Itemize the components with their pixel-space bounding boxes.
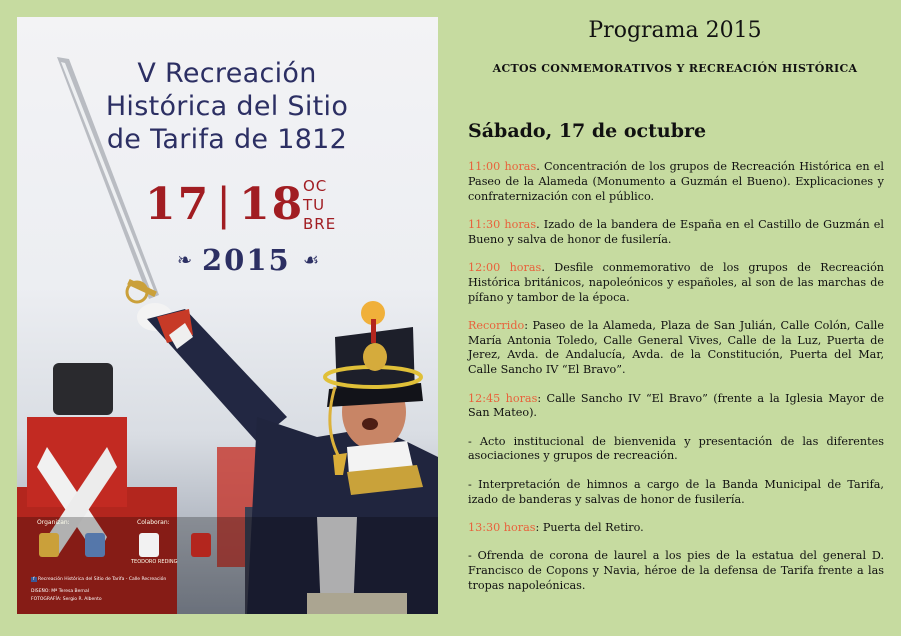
poster-year: 2015 [202,243,291,277]
poster-month [303,177,353,234]
ayuntamiento-logo [85,533,105,557]
poster-title [37,57,417,156]
entry-text: - Ofrenda de corona de laurel a los pies de la estatua del general D. Francisco de Copons y Navia, héroe de la defensa de Tarifa frente a las tropas napoleónicas. [468,549,884,592]
program-entry [468,435,884,465]
program-entry [468,160,884,204]
entry-text: . Concentración de los grupos de Recreación Histórica en el Paseo de la Alameda (Monumento a Guzmán el Bueno). Explicaciones y confraternización con el público. [468,160,884,203]
program-subtitle: ACTOS CONMEMORATIVOS Y RECREACIÓN HISTÓRICA [492,62,858,75]
entry-time: 11:00 horas [468,160,537,173]
program-entry [468,319,884,378]
poster-day-1: 17 [145,179,211,230]
day-heading: Sábado, 17 de octubre [468,120,707,142]
poster-day-2: 18 [239,179,305,230]
poster-month-line: OC [303,177,328,195]
poster-month-line: BRE [303,215,337,233]
program-entry [468,218,884,248]
entry-text: : Paseo de la Alameda, Plaza de San Julián, Calle Colón, Calle María Antonia Toledo, Calle General Vives, Calle de la Luz, Puerta de Jerez, Avda. de Andalucía, Avda. de la Constitución, Puerta del Mar, Calle Sancho IV “El Bravo”. [468,318,884,377]
program-entry [468,521,884,536]
entry-time: Recorrido [468,318,525,332]
entry-text: . Desfile conmemorativo de los grupos de Recreación Histórica británicos, napoleónicos y españoles, al son de las marchas de pífano y tambor de la época. [468,260,885,304]
poster-title-line: V Recreación [137,58,317,89]
program-entries [468,160,884,607]
tarifa-shield-logo [39,533,59,557]
entry-text: - Interpretación de himnos a cargo de la Banda Municipal de Tarifa, izado de banderas y salvas de honor de fusilería. [468,477,884,506]
poster-title-line: Histórica del Sitio [105,91,349,122]
association-crest-logo [191,533,211,557]
colaboran-label: Colaboran: [137,519,170,526]
entry-text: - Acto institucional de bienvenida y presentación de las diferentes asociaciones y grupos de recreación. [468,434,884,463]
flourish-icon: ❧ [177,250,193,271]
organizan-label: Organizan: [37,519,70,526]
poster-dates: 17 | 18 [145,179,305,230]
program-entry [468,261,884,305]
entry-time: 12:45 horas [468,391,538,405]
entry-text: : Puerta del Retiro. [535,520,644,534]
entry-text: . Izado de la bandera de España en el Castillo de Guzmán el Bueno y salva de honor de fusilería. [468,217,884,246]
poster-title-line: de Tarifa de 1812 [106,124,348,155]
credit-photo: FOTOGRAFÍA: Sergio R. Albento [31,597,102,602]
credit-design: DISEÑO: Mª Teresa Bernal [31,589,89,594]
poster-month-line: TU [303,196,326,214]
entry-time: 11:30 horas [468,217,537,231]
entry-text: : Calle Sancho IV “El Bravo” (frente a la Iglesia Mayor de San Mateo). [468,391,884,420]
facebook-line: f Recreación Histórica del Sitio de Tarifa - Calle Recreación [33,577,167,582]
entry-time: 13:30 horas [468,520,536,534]
program-title: Programa 2015 [588,18,762,43]
program-entry [468,392,884,422]
program-entry [468,478,884,508]
entry-time: 12:00 horas [468,260,542,274]
teodoro-reding-logo [139,533,159,557]
flourish-icon: ☙ [303,250,320,271]
event-poster [17,17,438,614]
teodoro-reding-label: TEODORO REDING [131,559,178,565]
program-entry [468,549,884,593]
